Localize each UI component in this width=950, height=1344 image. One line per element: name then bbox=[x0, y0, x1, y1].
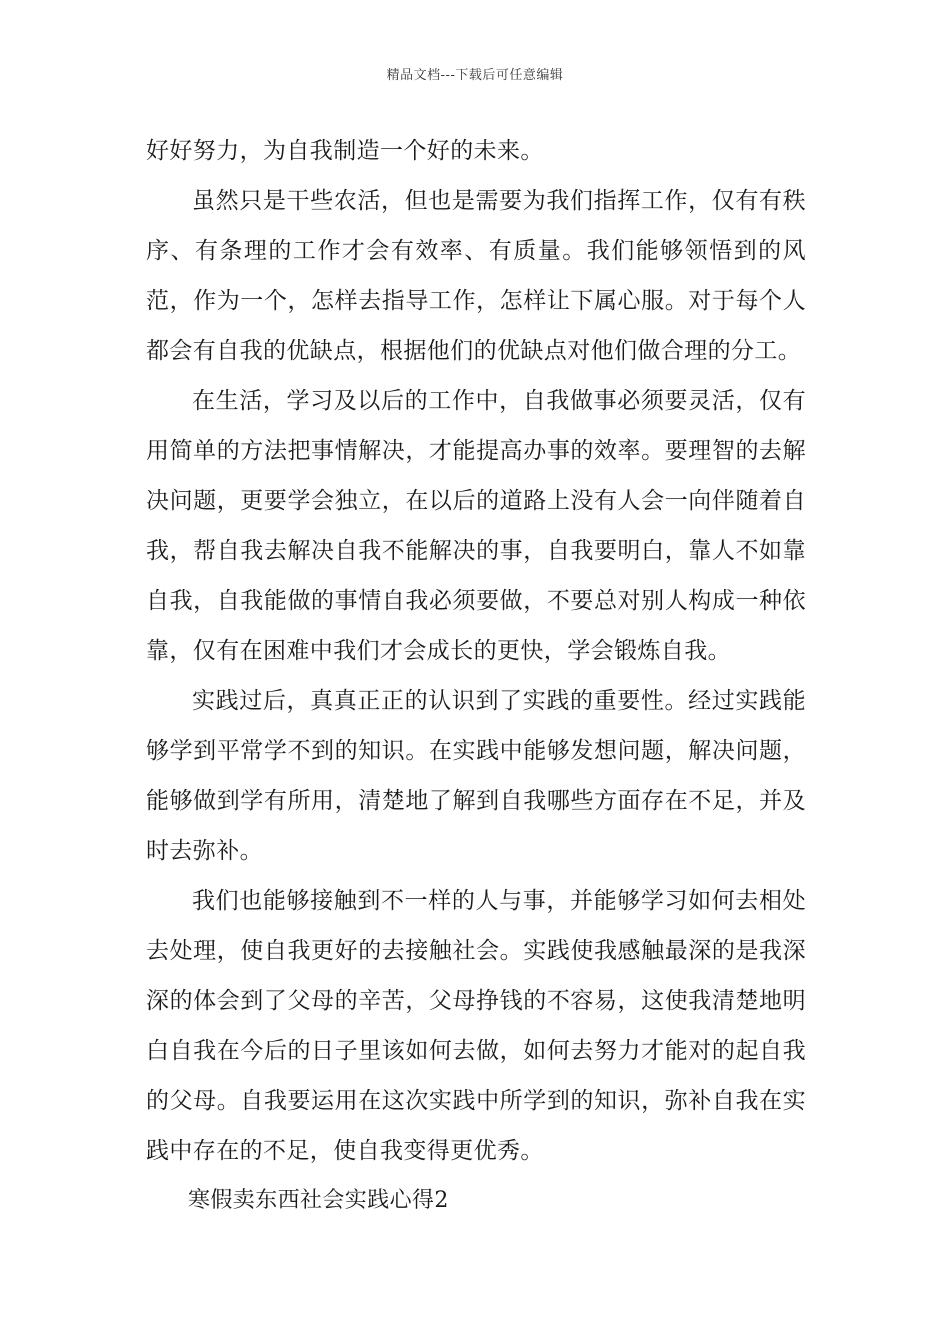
paragraph-3: 在生活，学习及以后的工作中，自我做事必须要灵活，仅有用简单的方法把事情解决，才能提高办事的效率。要理智的去解决问题，更要学会独立，在以后的道路上没有人会一向伴随着自我，帮自我去解决自我不能解决的事，自我要明白，靠人不如靠自我，自我能做的事情自我必须要做，不要总对别人构成一种依靠，仅有在困难中我们才会成长的更快，学会锻炼自我。 bbox=[146, 388, 806, 664]
paragraph-1: 好好努力，为自我制造一个好的未来。 bbox=[146, 138, 544, 164]
section-heading: 寒假卖东西社会实践心得2 bbox=[188, 1188, 449, 1213]
page-header: 精品文档---下载后可任意编辑 bbox=[386, 68, 564, 83]
document-body bbox=[146, 126, 806, 1226]
paragraph-2: 虽然只是干些农活，但也是需要为我们指挥工作，仅有有秩序、有条理的工作才会有效率、有质量。我们能够领悟到的风范，作为一个，怎样去指导工作，怎样让下属心服。对于每个人都会有自我的优缺点，根据他们的优缺点对他们做合理的分工。 bbox=[146, 188, 806, 364]
paragraph-4: 实践过后，真真正正的认识到了实践的重要性。经过实践能够学到平常学不到的知识。在实践中能够发想问题，解决问题，能够做到学有所用，清楚地了解到自我哪些方面存在不足，并及时去弥补。 bbox=[146, 688, 806, 864]
paragraph-5: 我们也能够接触到不一样的人与事，并能够学习如何去相处去处理，使自我更好的去接触社会。实践使我感触最深的是我深深的体会到了父母的辛苦，父母挣钱的不容易，这使我清楚地明白自我在今后的日子里该如何去做，如何去努力才能对的起自我的父母。自我要运用在这次实践中所学到的知识，弥补自我在实践中存在的不足，使自我变得更优秀。 bbox=[146, 888, 806, 1164]
